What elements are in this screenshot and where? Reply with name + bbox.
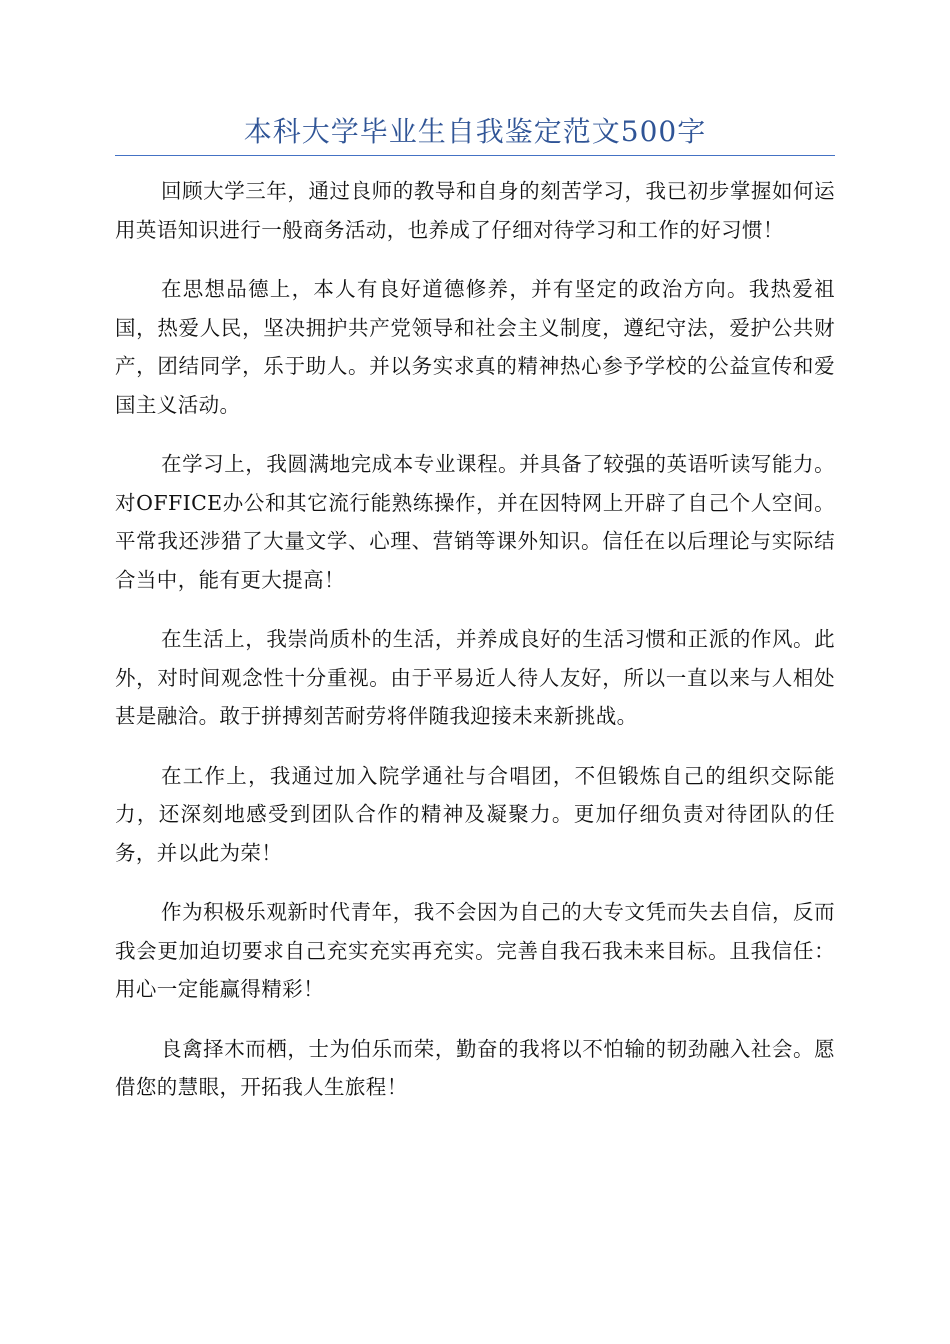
title-underline bbox=[115, 155, 835, 156]
paragraph-closing: 良禽择木而栖，士为伯乐而荣，勤奋的我将以不怕输的韧劲融入社会。愿借您的慧眼，开拓我人生旅程！ bbox=[115, 1036, 835, 1099]
paragraph-work: 在工作上，我通过加入院学通社与合唱团，不但锻炼自己的组织交际能力，还深刻地感受到团队合作的精神及凝聚力。更加仔细负责对待团队的任务，并以此为荣！ bbox=[115, 763, 835, 865]
paragraph-study: 在学习上，我圆满地完成本专业课程。并具备了较强的英语听读写能力。对OFFICE办公和其它流行能熟练操作，并在因特网上开辟了自己个人空间。平常我还涉猎了大量文学、心理、营销等课外知识。信任在以后理论与实际结合当中，能有更大提高！ bbox=[115, 452, 835, 592]
document-title: 本科大学毕业生自我鉴定范文500字 bbox=[243, 115, 707, 148]
document-body bbox=[115, 172, 835, 1128]
paragraph-life: 在生活上，我崇尚质朴的生活，并养成良好的生活习惯和正派的作风。此外，对时间观念性十分重视。由于平易近人待人友好，所以一直以来与人相处甚是融洽。敢于拼搏刻苦耐劳将伴随我迎接未来新挑战。 bbox=[115, 627, 835, 728]
paragraph-review: 回顾大学三年，通过良师的教导和自身的刻苦学习，我已初步掌握如何运用英语知识进行一般商务活动，也养成了仔细对待学习和工作的好习惯！ bbox=[115, 179, 835, 242]
paragraph-outlook: 作为积极乐观新时代青年，我不会因为自己的大专文凭而失去自信，反而我会更加迫切要求自己充实充实再充实。完善自我石我未来目标。且我信任：用心一定能赢得精彩！ bbox=[115, 900, 835, 1001]
paragraph-ideology: 在思想品德上，本人有良好道德修养，并有坚定的政治方向。我热爱祖国，热爱人民，坚决拥护共产党领导和社会主义制度，遵纪守法，爱护公共财产，团结同学，乐于助人。并以务实求真的精神热心参予学校的公益宣传和爱国主义活动。 bbox=[115, 277, 835, 417]
